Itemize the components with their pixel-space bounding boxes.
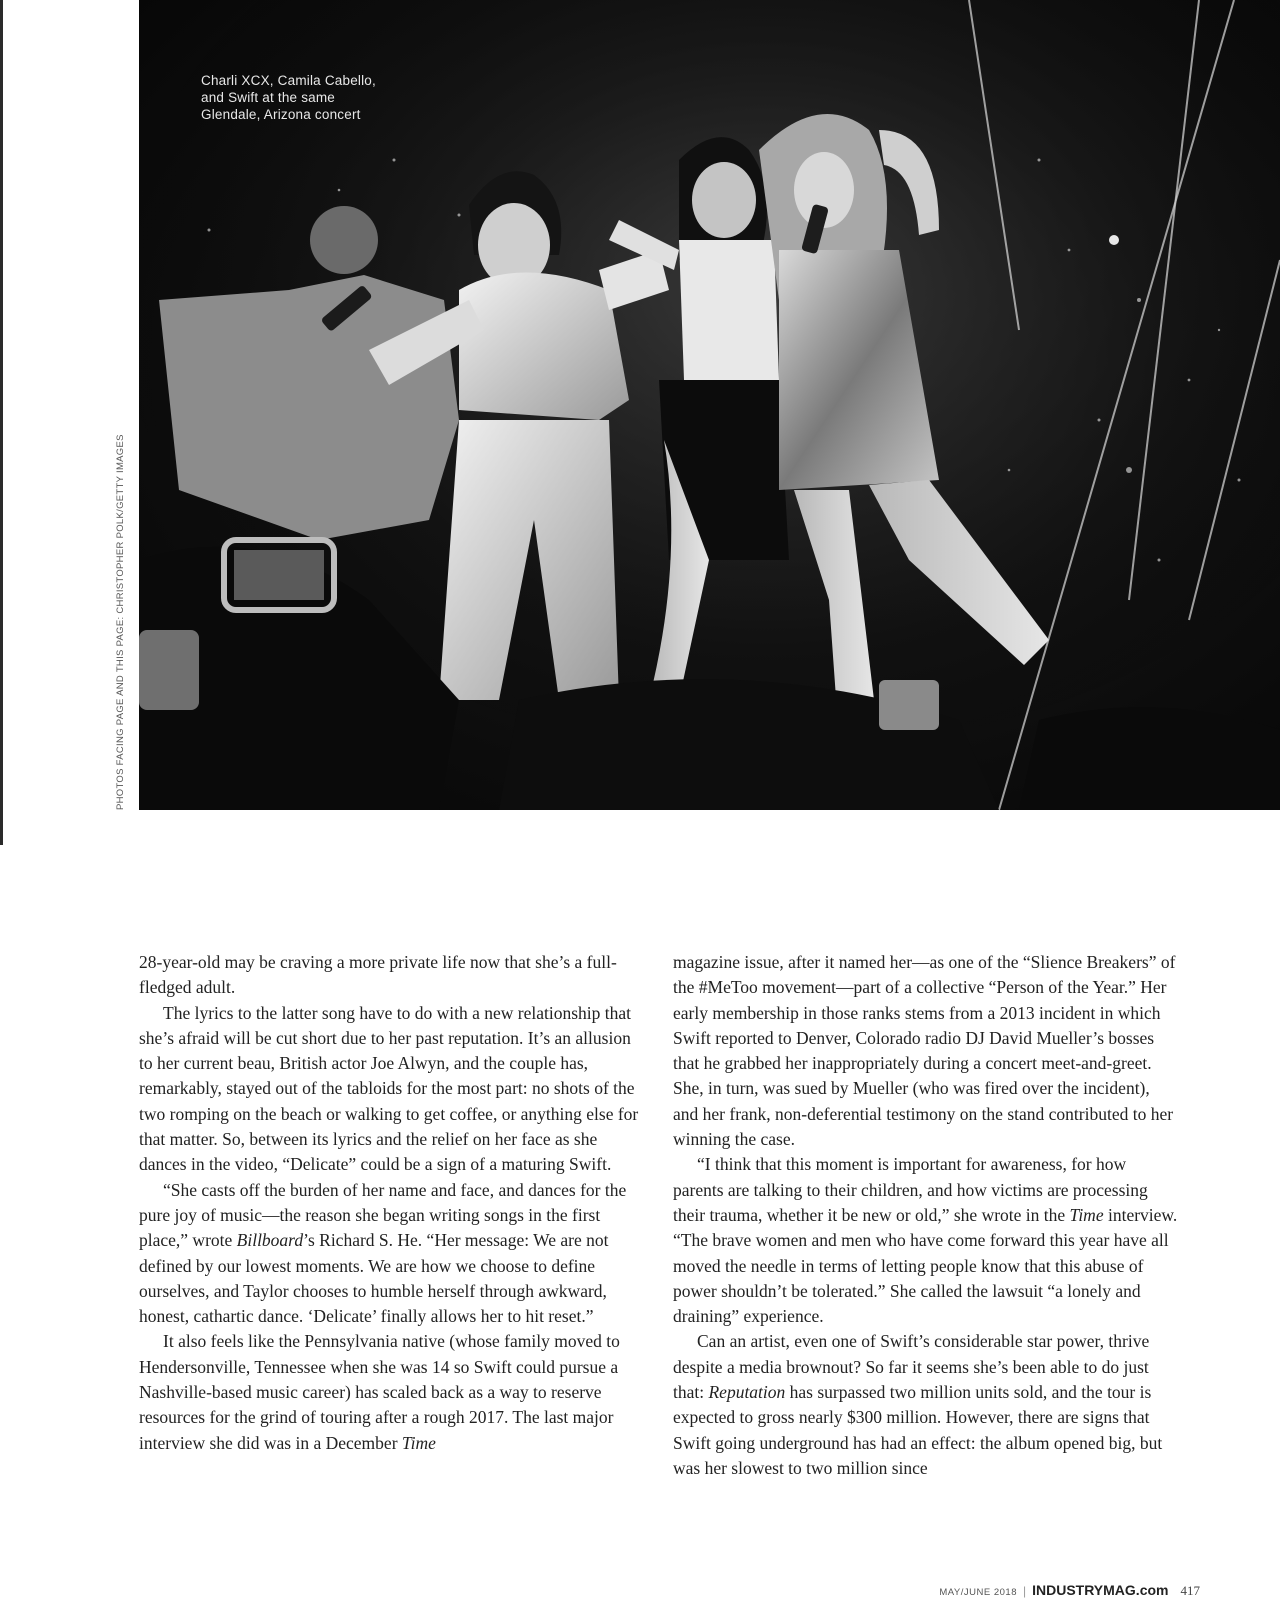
footer-separator: | <box>1022 1584 1027 1598</box>
photo-credit-text: PHOTOS FACING PAGE AND THIS PAGE: CHRISTOPHER POLK/GETTY IMAGES <box>115 434 126 810</box>
album-title: Reputation <box>708 1382 786 1403</box>
paragraph-text: interview. “The brave women and men who have come forward this year have all moved the needle in terms of letting people know that this abuse of power shouldn’t be tolerated.” She called the lawsuit “a lonely and draining” experience. <box>673 1204 1178 1327</box>
photo-credit <box>115 390 129 810</box>
article-column-right <box>673 950 1178 1481</box>
paragraph-text: It also feels like the Pennsylvania native (whose family moved to Hendersonville, Tennessee when she was 14 so Swift could pursue a Nashville-based music career) has scaled back as a way to reserve resources for the grind of touring after a rough 2017. The last major interview she did was in a December <box>139 1331 620 1453</box>
paragraph-text: “She casts off the burden of her name and face, and dances for the pure joy of music—the reason she began writing songs in the first place,” wrote <box>139 1179 627 1251</box>
photo-caption: Charli XCX, Camila Cabello, and Swift at the same Glendale, Arizona concert <box>201 73 376 122</box>
paragraph <box>139 1178 644 1330</box>
publication-name: Billboard <box>236 1230 304 1251</box>
paragraph <box>673 1329 1178 1481</box>
issue-date: MAY/JUNE 2018 <box>939 1587 1017 1598</box>
page-edge-rule <box>0 0 3 845</box>
paragraph <box>139 1329 644 1455</box>
paragraph: magazine issue, after it named her—as one of the “Slience Breakers” of the #MeToo movement—part of a collective “Person of the Year.” Her early membership in those ranks stems from a 2013 incident in which Swift reported to Denver, Colorado radio DJ David Mueller’s bosses that he grabbed her inappropriately during a concert meet-and-greet. She, in turn, was sued by Mueller (who was fired over the incident), and her frank, non-deferential testimony on the stand contributed to her winning the case. <box>673 952 1176 1150</box>
website-link[interactable]: INDUSTRYMAG.com <box>1032 1582 1169 1598</box>
concert-photo <box>139 0 1280 810</box>
paragraph-text: has surpassed two million units sold, and the tour is expected to gross nearly $300 million. However, there are signs that Swift going underground has had an effect: the album opened big, but was her slowest to two million since <box>673 1382 1163 1478</box>
publication-name: Time <box>401 1432 436 1453</box>
page-footer <box>939 1582 1200 1599</box>
paragraph-text: ’s Richard S. He. “Her message: We are not defined by our lowest moments. We are how we choose to define ourselves, and Taylor chooses to humble herself through awkward, honest, cathartic dance. ‘Delicate’ finally allows her to hit reset.” <box>139 1230 609 1327</box>
paragraph <box>673 1152 1178 1329</box>
publication-name: Time <box>1069 1204 1104 1225</box>
paragraph: 28-year-old may be craving a more private life now that she’s a full-fledged adult. <box>139 952 617 998</box>
paragraph-text: Can an artist, even one of Swift’s considerable star power, thrive despite a media brownout? So far it seems she’s been able to do just that: <box>673 1331 1150 1403</box>
paragraph: The lyrics to the latter song have to do with a new relationship that she’s afraid will be cut short due to her past reputation. It’s an allusion to her current beau, British actor Joe Alwyn, and the couple has, remarkably, stayed out of the tabloids for the most part: no shots of the two romping on the beach or walking to get coffee, or anything else for that matter. So, between its lyrics and the relief on her face as she dances in the video, “Delicate” could be a sign of a maturing Swift. <box>139 1002 639 1175</box>
article-column-left <box>139 950 644 1456</box>
page-number: 417 <box>1180 1583 1200 1598</box>
paragraph-text: “I think that this moment is important for awareness, for how parents are talking to their children, and how victims are processing their trauma, whether it be new or old,” she wrote in the <box>673 1154 1148 1225</box>
